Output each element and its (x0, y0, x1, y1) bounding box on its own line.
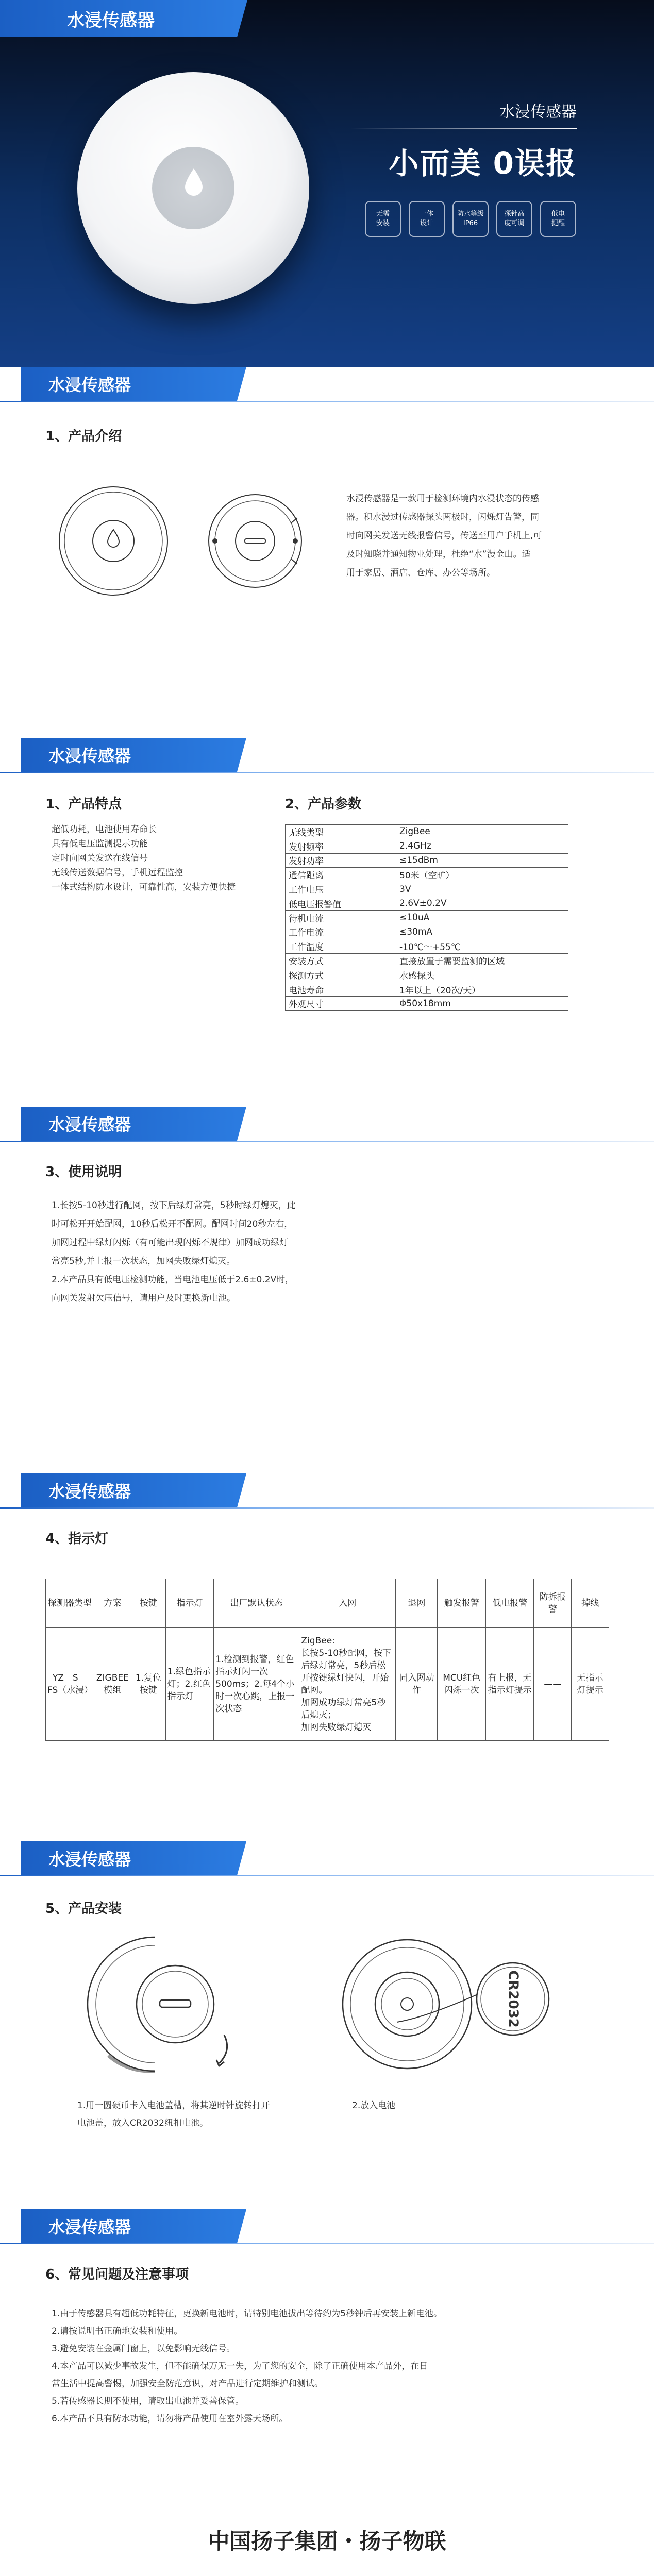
usage-text: 1.长按5-10秒进行配网，按下后绿灯常亮，5秒时绿灯熄灭，此 时可松开开始配网，10秒后松开不配网。配网时间20秒左右， 加网过程中绿灯闪烁（有可能出现闪烁不规律）加网成功绿灯 常亮5秒,并上报一次状态，加网失败绿灯熄灭。 2.本产品具有低电压检测功能，当电池电压低于2.6±0.2V时， 向网关发射欠压信号，请用户及时更换新电池。 (52, 1200, 296, 1303)
sensor-top-drawing (54, 482, 173, 600)
table-cell: 有上报，无指示灯提示 (485, 1628, 534, 1741)
feature-badge-integrated: 一体 设计 (409, 201, 445, 237)
sensor-product-image (77, 72, 309, 304)
table-cell: 1.绿色指示灯；2.红色指示灯 (165, 1628, 214, 1741)
feature-badge-no-install: 无需 安装 (365, 201, 401, 237)
table-header-cell: 防拆报警 (534, 1579, 572, 1628)
param-name: 通信距离 (286, 868, 396, 882)
param-value: 2.6V±0.2V (396, 896, 568, 910)
table-row (286, 996, 568, 1011)
table-header-cell: 退网 (396, 1579, 438, 1628)
param-value: ZigBee (396, 825, 568, 839)
param-name: 工作电流 (286, 925, 396, 939)
table-cell: ZigBee: 长按5-10秒配网，按下后绿灯常亮，5秒后松开按键绿灯快闪，开始配网。 加网成功绿灯常亮5秒后熄灭； 加网失败绿灯熄灭 (299, 1628, 396, 1741)
param-name: 工作温度 (286, 939, 396, 954)
section-title-indicator: 4、指示灯 (45, 1531, 109, 1547)
param-name: 安装方式 (286, 954, 396, 968)
section-divider (0, 1141, 654, 1142)
table-header-cell: 方案 (94, 1579, 131, 1628)
section-title-intro: 1、产品介绍 (45, 429, 122, 444)
table-cell: ZIGBEE模组 (94, 1628, 131, 1741)
table-row (286, 882, 568, 896)
install-step1-text: 1.用一圆硬币卡入电池盖槽，将其逆时针旋转打开 电池盖，放入CR2032纽扣电池。 (77, 2100, 270, 2128)
table-cell: YZ－S－FS（水浸） (46, 1628, 94, 1741)
param-value: Φ50x18mm (396, 996, 568, 1011)
features-list (52, 822, 236, 894)
section-divider (0, 401, 654, 402)
section-divider (0, 772, 654, 773)
feature-badge-adjustable: 探针高 度可调 (496, 201, 532, 237)
param-name: 发射频率 (286, 839, 396, 853)
param-name: 电池寿命 (286, 982, 396, 996)
table-row (286, 825, 568, 839)
water-drop-icon (183, 167, 205, 198)
footer-company: 中国扬子集团・扬子物联 (208, 2529, 446, 2554)
table-row (286, 910, 568, 925)
section-divider (0, 1875, 654, 1876)
param-value: ≤15dBm (396, 853, 568, 868)
hero-divider (350, 128, 577, 129)
section-divider (0, 2243, 654, 2244)
list-item: 无线传送数据信号，手机远程监控 (52, 868, 183, 878)
hero-banner (0, 0, 654, 367)
param-value: 直接放置于需要监测的区域 (396, 954, 568, 968)
section-title-install: 5、产品安装 (45, 1901, 122, 1917)
table-row (286, 939, 568, 954)
battery-label: CR2032 (505, 1970, 521, 2028)
list-item: 具有低电压监测提示功能 (52, 839, 148, 849)
hero-title: 小而美 0误报 (389, 146, 577, 181)
indicator-table (45, 1579, 609, 1741)
params-table (285, 824, 568, 1011)
table-row (286, 853, 568, 868)
table-row (286, 839, 568, 853)
param-name: 待机电流 (286, 910, 396, 925)
table-header-cell: 按键 (131, 1579, 165, 1628)
section-title-faq: 6、常见问题及注意事项 (45, 2267, 189, 2282)
param-name: 发射功率 (286, 853, 396, 868)
table-row (46, 1628, 609, 1741)
feature-badge-low-battery: 低电 提醒 (540, 201, 576, 237)
param-value: ≤30mA (396, 925, 568, 939)
table-row (286, 968, 568, 982)
param-value: 1年以上（20次/天） (396, 982, 568, 996)
section-title-usage: 3、使用说明 (45, 1164, 122, 1180)
table-header-cell: 探测器类型 (46, 1579, 94, 1628)
table-row (286, 868, 568, 882)
table-cell: 1.复位按键 (131, 1628, 165, 1741)
list-item: 一体式结构防水设计，可靠性高，安装方便快捷 (52, 882, 236, 892)
sensor-bottom-drawing (204, 482, 307, 600)
param-value: 2.4GHz (396, 839, 568, 853)
install-step1-drawing (77, 1927, 294, 2081)
table-row (286, 896, 568, 910)
param-value: 水感探头 (396, 968, 568, 982)
hero-subtitle: 水浸传感器 (499, 103, 577, 121)
param-value: -10℃～+55℃ (396, 939, 568, 954)
list-item: 定时向网关发送在线信号 (52, 853, 148, 863)
sensor-center-cap (152, 147, 234, 229)
brand-tab: 水浸传感器 (0, 0, 237, 37)
table-row (286, 954, 568, 968)
feature-badge-ip66: 防水等级 IP66 (452, 201, 489, 237)
table-header-cell: 触发报警 (438, 1579, 486, 1628)
install-step2-drawing (335, 1927, 582, 2081)
param-value: 3V (396, 882, 568, 896)
section-title-features: 1、产品特点 (45, 796, 122, 812)
table-header-row (46, 1579, 609, 1628)
table-row (286, 982, 568, 996)
install-step2-text: 2.放入电池 (352, 2100, 396, 2111)
faq-text: 1.由于传感器具有超低功耗特征，更换新电池时，请特别电池拔出等待约为5秒钟后再安装上新电池。 2.请按说明书正确地安装和使用。 3.避免安装在金属门窗上，以免影响无线信号。 4.本产品可以减少事故发生，但不能确保万无一失，为了您的安全，除了正确使用本产品外，在日 常生活中提高警惕，加强安全防范意识，对产品进行定期维护和测试。 5.若传感器长期不使用，请取出电池并妥善保管。 6.本产品不具有防水功能，请勿将产品使用在室外露天场所。 (52, 2309, 443, 2424)
section-tab-install: 水浸传感器 (21, 1841, 237, 1875)
table-cell: 无指示灯提示 (572, 1628, 609, 1741)
table-cell: MCU红色闪烁一次 (438, 1628, 486, 1741)
section-divider (0, 1507, 654, 1509)
table-header-cell: 出厂默认状态 (214, 1579, 299, 1628)
param-name: 工作电压 (286, 882, 396, 896)
table-cell: 1.检测到报警，红色指示灯闪一次500ms；2.每4个小时一次心跳，上报一次状态 (214, 1628, 299, 1741)
intro-text: 水浸传感器是一款用于检测环境内水浸状态的传感 器。积水漫过传感器探头两极时，闪烁灯告警，同 时向网关发送无线报警信号，传送至用户手机上,可 及时知晓并通知物业处理，杜绝“水”漫金山。适 用于家居、酒店、仓库、办公等场所。 (346, 494, 542, 578)
param-name: 低电压报警值 (286, 896, 396, 910)
table-header-cell: 掉线 (572, 1579, 609, 1628)
table-cell: 同入网动作 (396, 1628, 438, 1741)
table-cell: —— (534, 1628, 572, 1741)
list-item: 超低功耗，电池使用寿命长 (52, 824, 157, 835)
section-tab-faq: 水浸传感器 (21, 2209, 237, 2243)
table-header-cell: 入网 (299, 1579, 396, 1628)
section-tab-features: 水浸传感器 (21, 738, 237, 772)
table-row (286, 925, 568, 939)
table-header-cell: 指示灯 (165, 1579, 214, 1628)
param-name: 探测方式 (286, 968, 396, 982)
param-value: ≤10uA (396, 910, 568, 925)
section-tab-usage: 水浸传感器 (21, 1107, 237, 1141)
section-title-params: 2、产品参数 (285, 796, 362, 812)
param-name: 外观尺寸 (286, 996, 396, 1011)
section-tab-indicator: 水浸传感器 (21, 1473, 237, 1507)
param-name: 无线类型 (286, 825, 396, 839)
param-value: 50米（空旷） (396, 868, 568, 882)
table-header-cell: 低电报警 (485, 1579, 534, 1628)
section-tab-intro: 水浸传感器 (21, 367, 237, 401)
